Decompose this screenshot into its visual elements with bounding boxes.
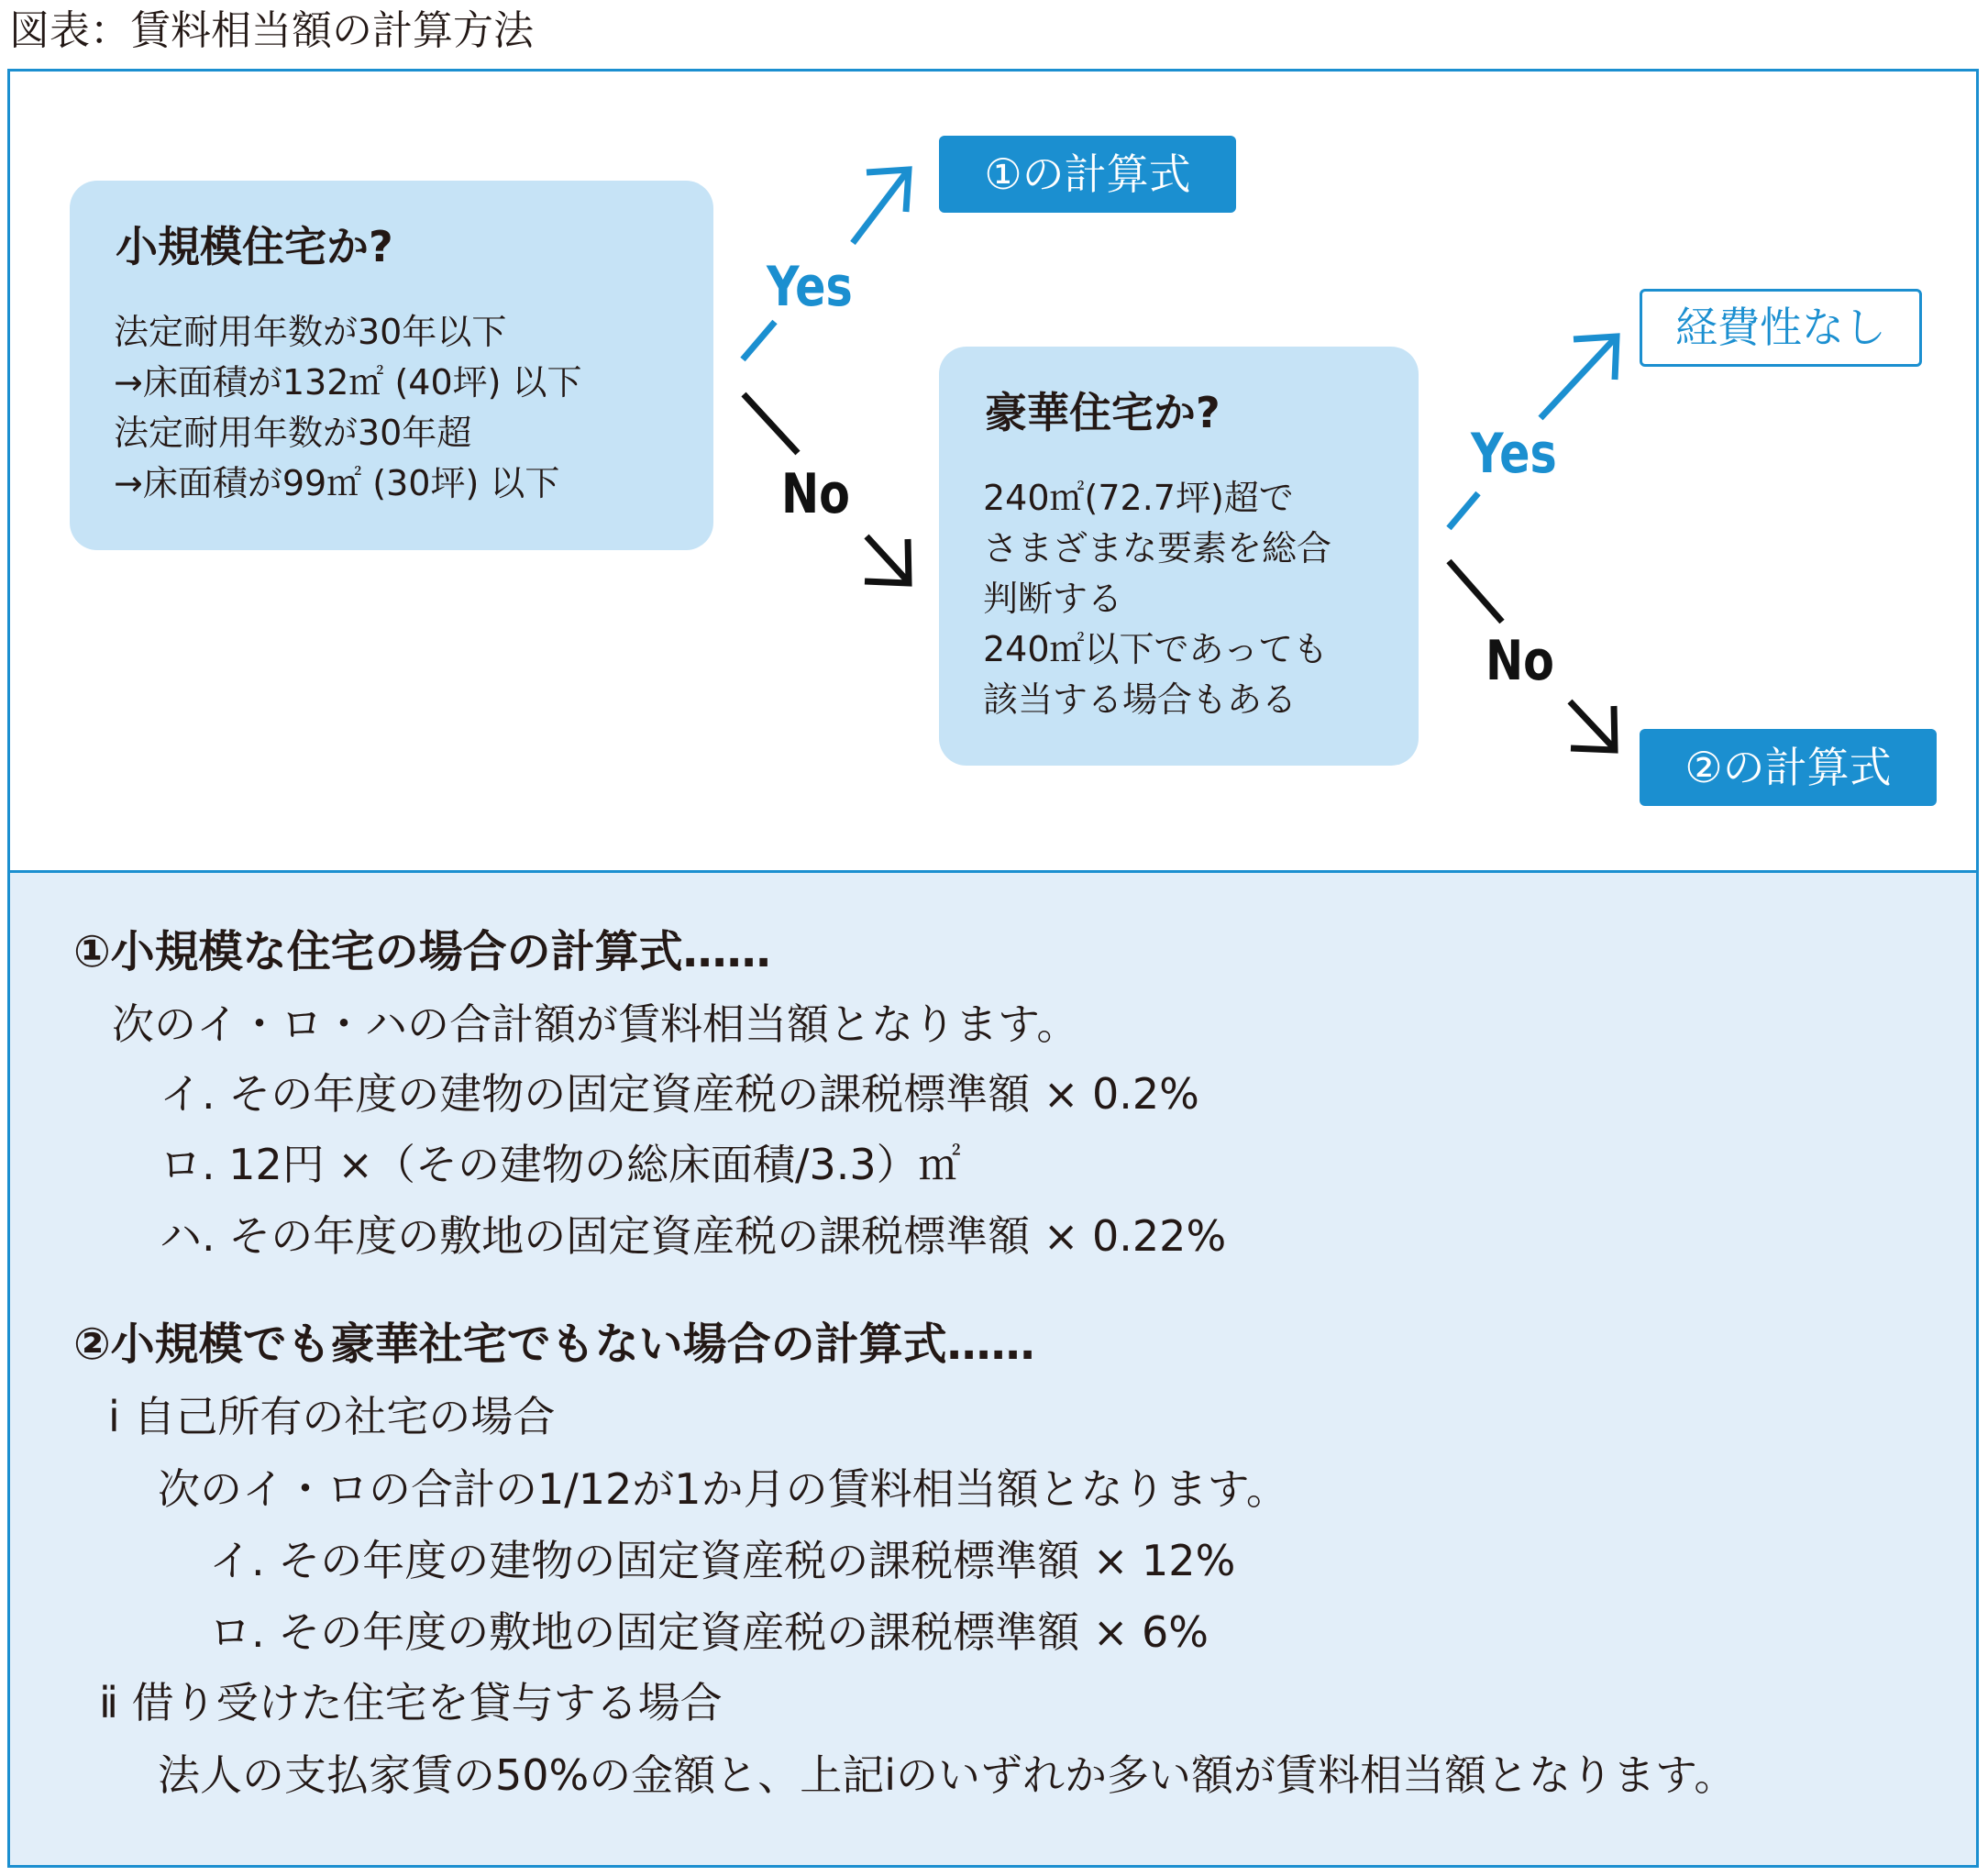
question-small-house-line: →床面積が99㎡ (30坪) 以下 [114, 463, 560, 503]
result-no-benefit: 経費性なし [1640, 289, 1922, 367]
question-luxury-house-line: 240㎡(72.7坪)超で [983, 478, 1294, 518]
formula-1-item: イ. その年度の建物の固定資産税の課税標準額 × 0.2% [160, 1069, 1199, 1119]
formula-2-sub2-heading: ⅱ 借り受けた住宅を貸与する場合 [99, 1678, 723, 1727]
question-luxury-house-line: 判断する [983, 579, 1123, 619]
figure-title: 図表：賃料相当額の計算方法 [9, 7, 534, 54]
formula-1-item: ロ. 12円 ×（その建物の総床面積/3.3）㎡ [160, 1140, 961, 1189]
formula-1-heading: ①小規模な住宅の場合の計算式…… [73, 926, 771, 977]
question-luxury-house-line: 240㎡以下であっても [983, 629, 1329, 669]
question-small-house-line: →床面積が132㎡ (40坪) 以下 [114, 362, 582, 403]
question-luxury-house-heading: 豪華住宅か? [985, 388, 1220, 437]
question-luxury-house-box [939, 347, 1419, 766]
question-luxury-house-line: 該当する場合もある [983, 679, 1298, 720]
no-label-1: No [781, 462, 850, 526]
formula-2-sub1-intro: 次のイ・ロの合計の1/12が1か月の賃料相当額となります。 [158, 1464, 1288, 1514]
result-formula-2: ②の計算式 [1640, 729, 1937, 806]
question-small-house-line: 法定耐用年数が30年超 [114, 413, 472, 453]
formula-2-sub2-text: 法人の支払家賃の50%の金額と、上記ⅰのいずれか多い額が賃料相当額となります。 [158, 1750, 1737, 1800]
formula-2-sub1-item: イ. その年度の建物の固定資産税の課税標準額 × 12% [209, 1536, 1236, 1585]
result-formula-1: ①の計算式 [939, 136, 1236, 213]
formula-2-sub1-heading: ⅰ 自己所有の社宅の場合 [108, 1392, 556, 1441]
yes-label-2: Yes [1471, 422, 1557, 486]
question-luxury-house-line: さまざまな要素を総合 [983, 528, 1332, 568]
formula-2-sub1-item: ロ. その年度の敷地の固定資産税の課税標準額 × 6% [209, 1607, 1209, 1657]
formula-1-intro: 次のイ・ロ・ハの合計額が賃料相当額となります。 [112, 999, 1079, 1049]
formula-2-heading: ②小規模でも豪華社宅でもない場合の計算式…… [73, 1319, 1035, 1370]
no-label-2: No [1485, 629, 1554, 693]
question-small-house-box [70, 181, 713, 550]
formula-1-item: ハ. その年度の敷地の固定資産税の課税標準額 × 0.22% [160, 1211, 1227, 1261]
yes-label-1: Yes [767, 255, 853, 319]
question-small-house-heading: 小規模住宅か? [116, 222, 393, 271]
question-small-house-line: 法定耐用年数が30年以下 [114, 312, 507, 352]
